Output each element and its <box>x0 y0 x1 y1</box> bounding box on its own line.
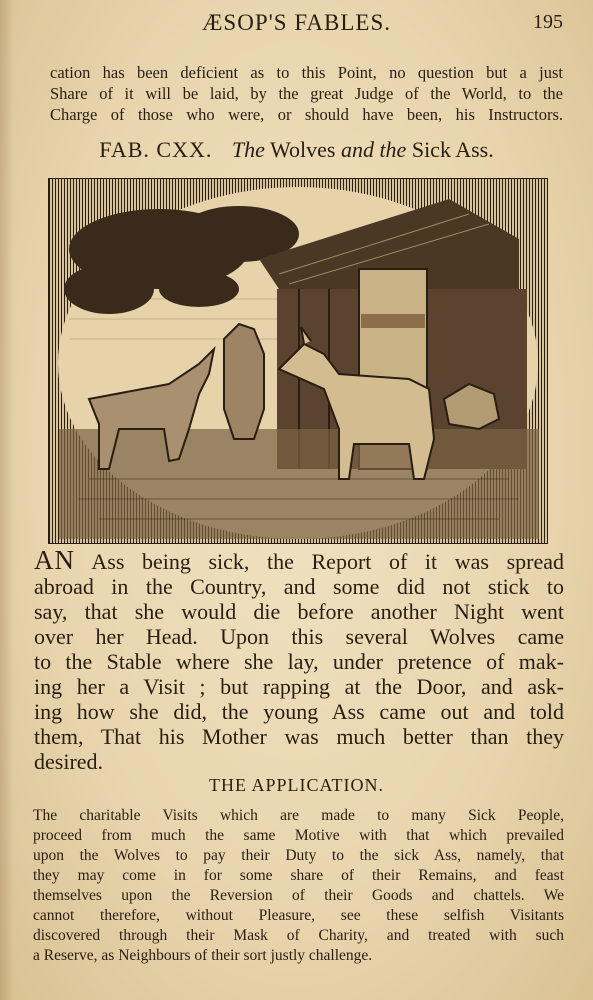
fable-line: ing how she did, the young Ass came out and told <box>34 699 564 724</box>
fable-engraving <box>48 178 548 544</box>
engraving-illustration <box>49 179 547 543</box>
wolf-center <box>224 324 264 439</box>
fable-title-part: and the <box>340 137 407 162</box>
drop-cap: AN <box>34 545 75 575</box>
fable-line: to the Stable where she lay, under pretence of mak- <box>34 649 564 674</box>
fable-title-part: Sick Ass. <box>411 137 494 162</box>
intro-line: Charge of those who were, or should have been, his Instructors. <box>50 105 563 124</box>
fable-body <box>34 545 564 774</box>
application-line: The charitable Visits which are made to many Sick People, <box>33 807 564 824</box>
intro-line: cation has been deficient as to this Point, no question but a just <box>50 63 563 82</box>
intro-line: Share of it will be laid, by the great Judge of the World, to the <box>50 84 563 103</box>
fable-heading <box>0 137 593 163</box>
application-line: upon the Wolves to pay their Duty to the sick Ass, namely, that <box>33 847 564 864</box>
application-line: cannot therefore, without Pleasure, see these selfish Visitants <box>33 907 564 924</box>
application-line: a Reserve, as Neighbours of their sort justly challenge. <box>33 947 373 964</box>
running-title: ÆSOP'S FABLES. <box>201 10 391 35</box>
application-heading: THE APPLICATION. <box>208 775 384 795</box>
fable-line: say, that she would die before another Night went <box>34 599 564 624</box>
application-line: discovered through their Mask of Charity, and treated with such <box>33 927 564 944</box>
page-number: 195 <box>533 11 563 33</box>
fable-line <box>34 545 564 575</box>
intro-paragraph <box>50 62 563 125</box>
fable-line: over her Head. Upon this several Wolves came <box>34 624 564 649</box>
running-header <box>0 8 593 38</box>
fable-title-part: The <box>231 137 265 162</box>
fable-line: desired. <box>34 749 104 774</box>
fable-line: abroad in the Country, and some did not stick to <box>34 574 564 599</box>
application-line: themselves upon the Reversion of their Goods and chattels. We <box>33 887 564 904</box>
application-body <box>33 806 564 966</box>
fable-line: them, That his Mother was much better than they <box>34 724 564 749</box>
fable-number: FAB. CXX. <box>99 137 213 162</box>
application-line: proceed from much the same Motive with that which prevailed <box>33 827 564 844</box>
application-line: they may come in for some share of their Remains, and feast <box>33 867 564 884</box>
fable-line: ing her a Visit ; but rapping at the Door, and ask- <box>34 674 564 699</box>
fable-title-part: Wolves <box>269 137 336 162</box>
fable-line-text: Ass being sick, the Report of it was spread <box>91 549 564 574</box>
